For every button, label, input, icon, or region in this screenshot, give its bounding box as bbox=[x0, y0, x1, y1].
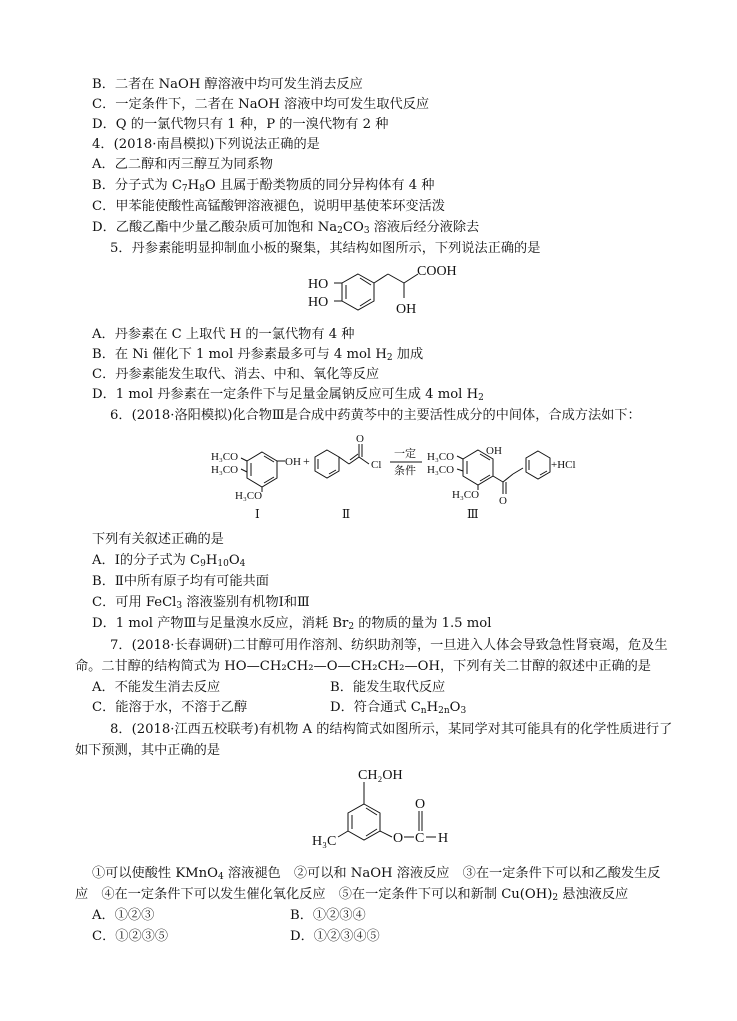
q5-stem: 5．丹参素能明显抑制血小板的聚集，其结构如图所示，下列说法正确的是 bbox=[110, 241, 541, 256]
q5-bond bbox=[374, 274, 388, 283]
q8-o-label: O bbox=[393, 831, 404, 846]
q8-statements-line2: 应 ④在一定条件下可以发生催化氧化反应 ⑤在一定条件下可以和新制 $Cu(OH)_2$ 悬浊液反应 bbox=[75, 887, 629, 903]
q4-option-a: A．乙二醇和丙三醇互为同系物 bbox=[92, 157, 273, 172]
q3-option-b: B．二者在 NaOH 醇溶液中均可发生消去反应 bbox=[92, 77, 363, 92]
q7-stem-line2: 命。二甘醇的结构简式为 HO—CH₂CH₂—O—CH₂CH₂—OH，下列有关二甘醇的叙述中正确的是 bbox=[75, 659, 651, 674]
q6-ring-double-bond bbox=[264, 456, 274, 462]
q5-option-d: D．1 mol 丹参素在一定条件下与足量金属钠反应可生成 4 mol $H_2$ bbox=[92, 387, 484, 403]
q6-lead: 下列有关叙述正确的是 bbox=[92, 532, 224, 547]
q7-stem-line1: 7．(2018·长春调研)二甘醇可用作溶剂、纺织助剂等，一旦进入人体会导致急性肾衰竭，危及生 bbox=[110, 638, 668, 653]
q6-compound-label: Ⅰ bbox=[255, 507, 260, 521]
q6-ring-double-bond bbox=[480, 475, 490, 481]
q5-benzene-ring bbox=[342, 274, 374, 310]
q6-condition-bottom: 条件 bbox=[394, 465, 416, 477]
q5-ring-double-bond bbox=[360, 278, 371, 285]
q6-oh-label: OH bbox=[285, 456, 301, 468]
q6-bond bbox=[493, 476, 503, 482]
q5-option-a: A．丹参素在 C 上取代 H 的一氯代物有 4 种 bbox=[92, 327, 355, 342]
q5-bond bbox=[388, 274, 404, 283]
q6-option-c: C．可用 FeCl$_3$ 溶液鉴别有机物Ⅰ和Ⅲ bbox=[92, 595, 310, 611]
q4-option-c: C．甲苯能使酸性高锰酸钾溶液褪色，说明甲基使苯环变活泼 bbox=[92, 199, 445, 214]
q8-ring-double-bond bbox=[366, 808, 377, 815]
q3-option-d: D．Q 的一氯代物只有 1 种，P 的一溴代物有 2 种 bbox=[92, 117, 389, 132]
q6-o-label: O bbox=[499, 495, 507, 507]
q5-ring-double-bond bbox=[360, 299, 371, 306]
q8-option-d: D．①②③④⑤ bbox=[290, 929, 380, 944]
q6-bond bbox=[241, 469, 247, 472]
q8-stem-line1: 8．(2018·江西五校联考)有机物 A 的结构简式如图所示，某同学对其可能具有的化学性质进行了 bbox=[110, 722, 673, 737]
q8-statements-line1: ①可以使酸性 KMnO$_4$ 溶液褪色 ②可以和 NaOH 溶液反应 ③在一定条件下可以和乙酸发生反 bbox=[92, 866, 661, 882]
q6-h3co-label: H₃CO bbox=[452, 489, 480, 501]
q8-benzene-ring bbox=[348, 804, 380, 840]
q6-bond bbox=[349, 457, 359, 464]
q8-option-a: A．①②③ bbox=[92, 908, 155, 923]
q5-ho-label: HO bbox=[308, 295, 329, 310]
q8-bond bbox=[380, 831, 392, 837]
q6-bond bbox=[457, 469, 463, 471]
q5-bond bbox=[404, 274, 418, 283]
q6-h3co-label: H₃CO bbox=[427, 451, 455, 463]
q5-cooh-label: COOH bbox=[417, 264, 457, 279]
q6-option-a: A．Ⅰ的分子式为 $C_9H_{10}O_4$ bbox=[92, 553, 246, 569]
q8-stem-line2: 如下预测，其中正确的是 bbox=[75, 743, 221, 758]
q6-o-label: O bbox=[356, 433, 364, 445]
q8-structure-figure bbox=[290, 762, 470, 862]
q7-option-c: C．能溶于水，不溶于乙醇 bbox=[92, 700, 248, 715]
q6-h3co-label: H₃CO bbox=[211, 464, 239, 476]
q5-oh-label: OH bbox=[396, 302, 417, 317]
q6-h3co-label: H₃CO bbox=[427, 464, 455, 476]
q8-ring-double-bond bbox=[366, 829, 377, 836]
q6-bond bbox=[513, 468, 523, 474]
q6-bond bbox=[339, 457, 349, 464]
q5-ho-label: HO bbox=[308, 277, 329, 292]
q6-hcl-label: +HCl bbox=[551, 459, 576, 471]
q5-structure-figure bbox=[300, 262, 470, 324]
q7-option-d: D．符合通式 $C_nH_{2n}O_3$ bbox=[330, 700, 467, 716]
q8-option-b: B．①②③④ bbox=[290, 908, 366, 923]
q6-h3co-label: H₃CO bbox=[235, 490, 263, 502]
q6-compound-label: Ⅱ bbox=[342, 507, 351, 521]
q8-h-label: H bbox=[438, 831, 449, 846]
q8-c-label: C bbox=[415, 831, 425, 846]
q6-bond bbox=[457, 456, 463, 459]
q6-bond bbox=[359, 457, 369, 464]
q6-compound-label: Ⅲ bbox=[467, 507, 479, 521]
q6-condition-top: 一定 bbox=[394, 448, 416, 460]
q8-o-label: O bbox=[415, 797, 426, 812]
q4-option-d: D．乙酸乙酯中少量乙酸杂质可加饱和 $Na_2CO_3$ 溶液后经分液除去 bbox=[92, 220, 480, 236]
q8-option-c: C．①②③⑤ bbox=[92, 929, 169, 944]
q4-option-b: B．分子式为 $C_7H_8O$ 且属于酚类物质的同分异构体有 4 种 bbox=[92, 178, 435, 194]
q6-cl-label: Cl bbox=[371, 459, 382, 471]
q6-compound-2-ring bbox=[315, 450, 339, 478]
q6-oh-label: OH bbox=[486, 445, 502, 457]
q5-option-b: B．在 Ni 催化下 1 mol 丹参素最多可与 4 mol $H_2$ 加成 bbox=[92, 347, 424, 363]
q8-ch2oh-label: CH₂OH bbox=[358, 768, 403, 783]
q6-bond bbox=[503, 474, 513, 482]
q4-stem: 4．(2018·南昌模拟)下列说法正确的是 bbox=[92, 137, 320, 152]
q8-bond bbox=[338, 831, 348, 837]
q7-option-a: A．不能发生消去反应 bbox=[92, 680, 221, 695]
q5-option-c: C．丹参素能发生取代、消去、中和、氧化等反应 bbox=[92, 367, 380, 382]
q6-option-d: D．1 mol 产物Ⅲ与足量溴水反应，消耗 $Br_2$ 的物质的量为 1.5 mol bbox=[92, 616, 492, 632]
q6-plus-sign: + bbox=[303, 454, 310, 468]
q7-option-b: B．能发生取代反应 bbox=[330, 680, 446, 695]
q6-stem: 6．(2018·洛阳模拟)化合物Ⅲ是合成中药黄芩中的主要活性成分的中间体，合成方法如下： bbox=[110, 408, 641, 423]
q6-reaction-figure bbox=[205, 432, 590, 524]
q6-compound-3-phenyl-ring bbox=[526, 451, 550, 479]
q8-h3c-label: H₃C bbox=[312, 834, 337, 849]
q6-option-b: B．Ⅱ中所有原子均有可能共面 bbox=[92, 574, 269, 589]
q6-bond bbox=[241, 458, 247, 461]
q6-h3co-label: H₃CO bbox=[211, 451, 239, 463]
q6-ring-double-bond bbox=[264, 477, 274, 483]
q3-option-c: C．一定条件下，二者在 NaOH 溶液中均可发生取代反应 bbox=[92, 97, 430, 112]
